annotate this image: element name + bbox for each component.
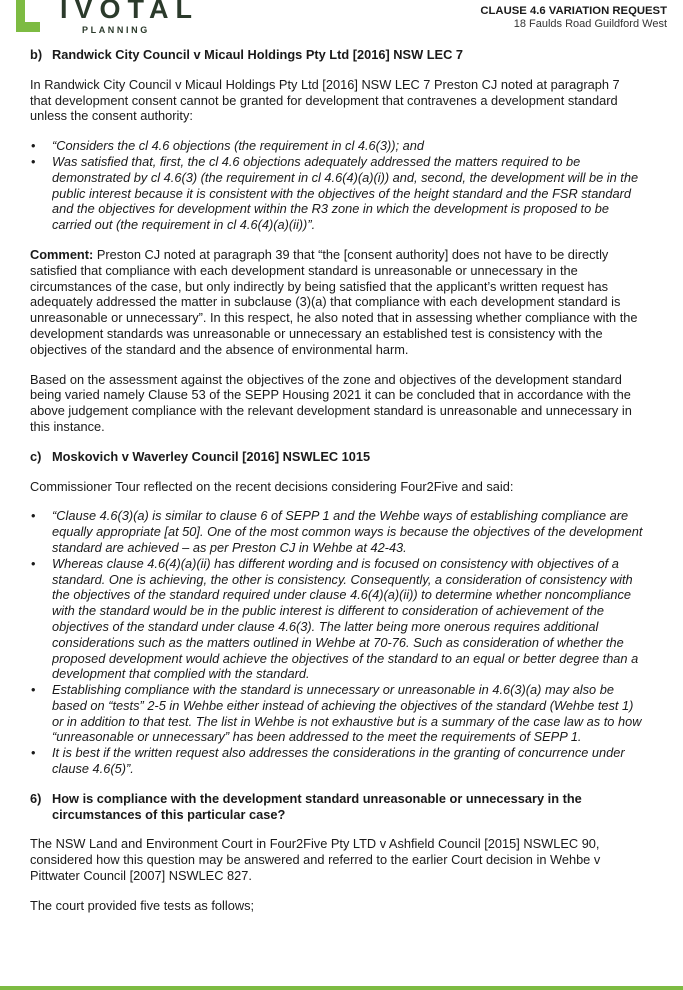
bullet-icon: • — [31, 153, 36, 169]
paragraph-line: Pittwater Council [2007] NSWLEC 827. — [30, 868, 252, 884]
heading-section-c — [30, 449, 683, 465]
list-line: “unreasonable or unnecessary” has been addressed to the meet the requirements of SEPP 1. — [52, 729, 582, 745]
list-line: clause 4.6(5)”. — [52, 761, 134, 777]
paragraph-line: unless the consent authority: — [30, 108, 193, 124]
paragraph-line: development standards was unreasonable or unnecessary an established test is consistency with the — [30, 325, 603, 341]
comment-label: Comment: — [30, 246, 94, 262]
paragraph-line: Based on the assessment against the objectives of the zone and objectives of the development standard — [30, 371, 622, 387]
bullet-icon: • — [31, 138, 36, 154]
list-item — [30, 508, 683, 555]
list-line: It is best if the written request also addresses the considerations in the granting of concurrence under — [52, 745, 625, 761]
paragraph-line: being varied namely Clause 53 of the SEPP Housing 2021 it can be concluded that in accordance with the — [30, 387, 631, 403]
bullet-icon: • — [31, 682, 36, 698]
quote-list — [30, 138, 683, 233]
list-line: considerations such as the matters outlined in Wehbe at 70-76. Such as consideration of whether the — [52, 634, 624, 650]
list-item — [30, 682, 683, 745]
section-title: Randwick City Council v Micaul Holdings Pty Ltd [2016] NSW LEC 7 — [52, 47, 463, 62]
list-item — [30, 556, 683, 682]
list-line: with the standard would be in the public interest is different to consideration of achievement of the — [52, 603, 605, 619]
paragraph-line: this instance. — [30, 418, 105, 434]
paragraph-line: unreasonable or unnecessary”. In this respect, he also noted that in assessing whether compliance with the — [30, 310, 638, 326]
list-item — [30, 154, 683, 233]
comment-paragraph — [30, 247, 683, 263]
bullet-icon: • — [31, 508, 36, 524]
list-line: demonstrated by cl 4.6(3) (the requirement in cl 4.6(4)(a)(i)) and, second, the development will be in the — [52, 169, 639, 185]
footer-rule — [0, 986, 683, 990]
comment-text: Preston CJ noted at paragraph 39 that “the [consent authority] does not have to be directly — [93, 246, 609, 262]
paragraph-line: considered how this question may be answered and referred to the earlier Court decision in Wehbe v — [30, 852, 601, 868]
list-item — [30, 745, 683, 777]
paragraph-line: The NSW Land and Environment Court in Four2Five Pty LTD v Ashfield Council [2015] NSWLEC 90, — [30, 836, 600, 852]
list-line: standard are achieved – as per Preston CJ in Wehbe at 42-43. — [52, 539, 407, 555]
paragraph-line: In Randwick City Council v Micaul Holdings Pty Ltd [2016] NSW LEC 7 Preston CJ noted at paragraph 7 — [30, 76, 620, 92]
site-address: 18 Faulds Road Guildford West — [513, 18, 667, 30]
list-line: the objectives of the standard required under clause 4.6(4)(a)(ii)) to determine whether noncompliance — [52, 587, 632, 603]
paragraph-line: circumstances of the case, but only indirectly by being satisfied that the applicant’s written request has — [30, 278, 609, 294]
list-line: based on “tests” 2-5 in Wehbe either instead of achieving the objectives of the standard (Wehbe test 1) — [52, 697, 634, 713]
list-line: objectives of the standard under clause 4.6(3). The latter being more onerous requires additional — [52, 618, 599, 634]
paragraph-line: adequately addressed the matter in subclause (3)(a) that compliance with each development standard is — [30, 294, 621, 310]
document-header — [480, 5, 667, 30]
list-item — [30, 138, 683, 154]
document-body — [30, 47, 683, 914]
section-number: b) — [30, 47, 43, 62]
document-title: CLAUSE 4.6 VARIATION REQUEST — [480, 5, 667, 17]
section-number: c) — [30, 448, 42, 464]
list-line: “Clause 4.6(3)(a) is similar to clause 6 of SEPP 1 and the Wehbe ways of establishing compliance are — [52, 508, 629, 524]
list-line: carried out (the requirement in cl 4.6(4)(a)(ii))”. — [52, 217, 316, 233]
logo-mark-icon — [16, 0, 44, 32]
section-number: 6) — [30, 790, 42, 806]
paragraph-line: The court provided five tests as follows; — [30, 897, 255, 913]
section-title: Moskovich v Waverley Council [2016] NSWLEC 1015 — [52, 448, 371, 464]
list-line: “Considers the cl 4.6 objections (the requirement in cl 4.6(3)); and — [52, 138, 425, 154]
logo-wordmark: IVOTAL — [60, 0, 199, 24]
bullet-icon: • — [31, 745, 36, 761]
paragraph-line: satisfied that compliance with each development standard is unreasonable or unnecessary in the — [30, 262, 578, 278]
list-line: Was satisfied that, first, the cl 4.6 objections adequately addressed the matters required to be — [52, 153, 581, 169]
list-line: or in addition to that test. The list in Wehbe is not exhaustive but is a summary of the case law as to how — [52, 713, 642, 729]
logo-subtitle: PLANNING — [82, 25, 150, 35]
list-line: Whereas clause 4.6(4)(a)(ii) has different wording and is focused on consistency with objectives of a — [52, 555, 619, 571]
list-line: public interest because it is consistent with the objectives of the height standard and the FSR standard — [52, 185, 632, 201]
section-title-line: circumstances of this particular case? — [52, 806, 286, 822]
heading-section-b — [30, 47, 683, 63]
list-line: development that complied with the standard. — [52, 666, 310, 682]
paragraph-line: above judgement compliance with the relevant development standard is unreasonable and unnecessary in — [30, 403, 632, 419]
list-line: proposed development would achieve the objectives of the standard to an equal or better degree than a — [52, 650, 639, 666]
paragraph-line: that development consent cannot be granted for development that contravenes a development standard — [30, 92, 618, 108]
heading-section-6 — [30, 791, 683, 823]
paragraph-line: Commissioner Tour reflected on the recent decisions considering Four2Five and said: — [30, 478, 514, 494]
list-line: and the objectives for development within the R3 zone in which the development is proposed to be — [52, 201, 610, 217]
quote-list — [30, 508, 683, 777]
list-line: Establishing compliance with the standard is unnecessary or unreasonable in 4.6(3)(a) may also be — [52, 682, 614, 698]
section-title-line: How is compliance with the development standard unreasonable or unnecessary in the — [52, 790, 582, 806]
list-line: standard. One is achieving, the other is consistency. Consequently, a consideration of consistency with — [52, 571, 633, 587]
paragraph-line: objectives of the standard and the absence of environmental harm. — [30, 341, 409, 357]
bullet-icon: • — [31, 555, 36, 571]
list-line: equally appropriate [at 50]. One of the most common ways is because the objectives of the development — [52, 524, 643, 540]
